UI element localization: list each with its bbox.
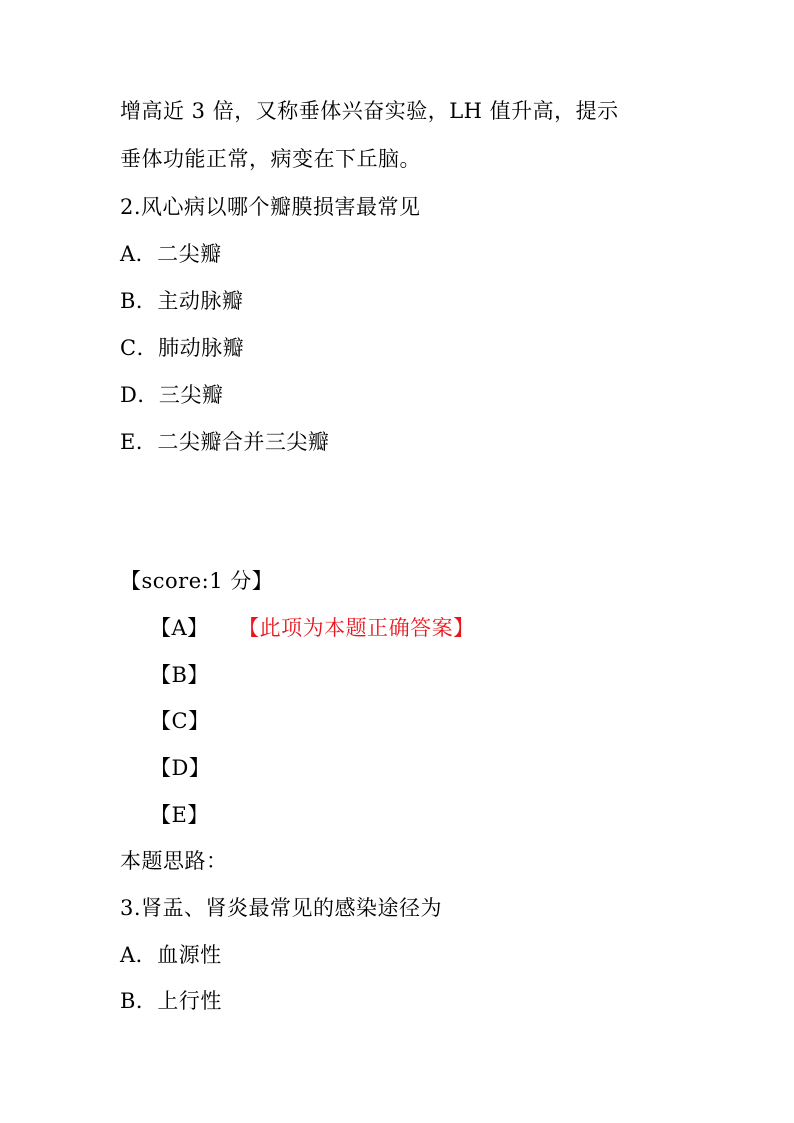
answer-label-a: 【A】 xyxy=(150,616,209,640)
question-2-stem: 2.风心病以哪个瓣膜损害最常见 xyxy=(120,195,421,219)
question-2-option-e: E．二尖瓣合并三尖瓣 xyxy=(120,430,330,454)
explanation-label: 本题思路： xyxy=(120,849,228,873)
question-3-option-a: A．血源性 xyxy=(120,943,222,967)
question-2-option-c: C．肺动脉瓣 xyxy=(120,336,245,360)
intro-line-1: 增高近 3 倍，又称垂体兴奋实验，LH 值升高，提示 xyxy=(120,99,619,123)
question-2-option-d: D．三尖瓣 xyxy=(120,383,224,407)
question-3-option-b: B．上行性 xyxy=(120,989,222,1013)
question-2-score: 【score:1 分】 xyxy=(120,569,274,593)
answer-label-e: 【E】 xyxy=(150,803,209,827)
question-2-option-a: A．二尖瓣 xyxy=(120,242,222,266)
answer-label-c: 【C】 xyxy=(150,709,210,733)
answer-label-d: 【D】 xyxy=(150,756,211,780)
intro-line-2: 垂体功能正常，病变在下丘脑。 xyxy=(120,147,421,171)
answer-row-a xyxy=(150,613,475,643)
correct-answer-note: 【此项为本题正确答案】 xyxy=(248,616,475,640)
answer-label-b: 【B】 xyxy=(150,663,209,687)
question-2-option-b: B．主动脉瓣 xyxy=(120,289,244,313)
question-3-stem: 3.肾盂、肾炎最常见的感染途径为 xyxy=(120,896,443,920)
